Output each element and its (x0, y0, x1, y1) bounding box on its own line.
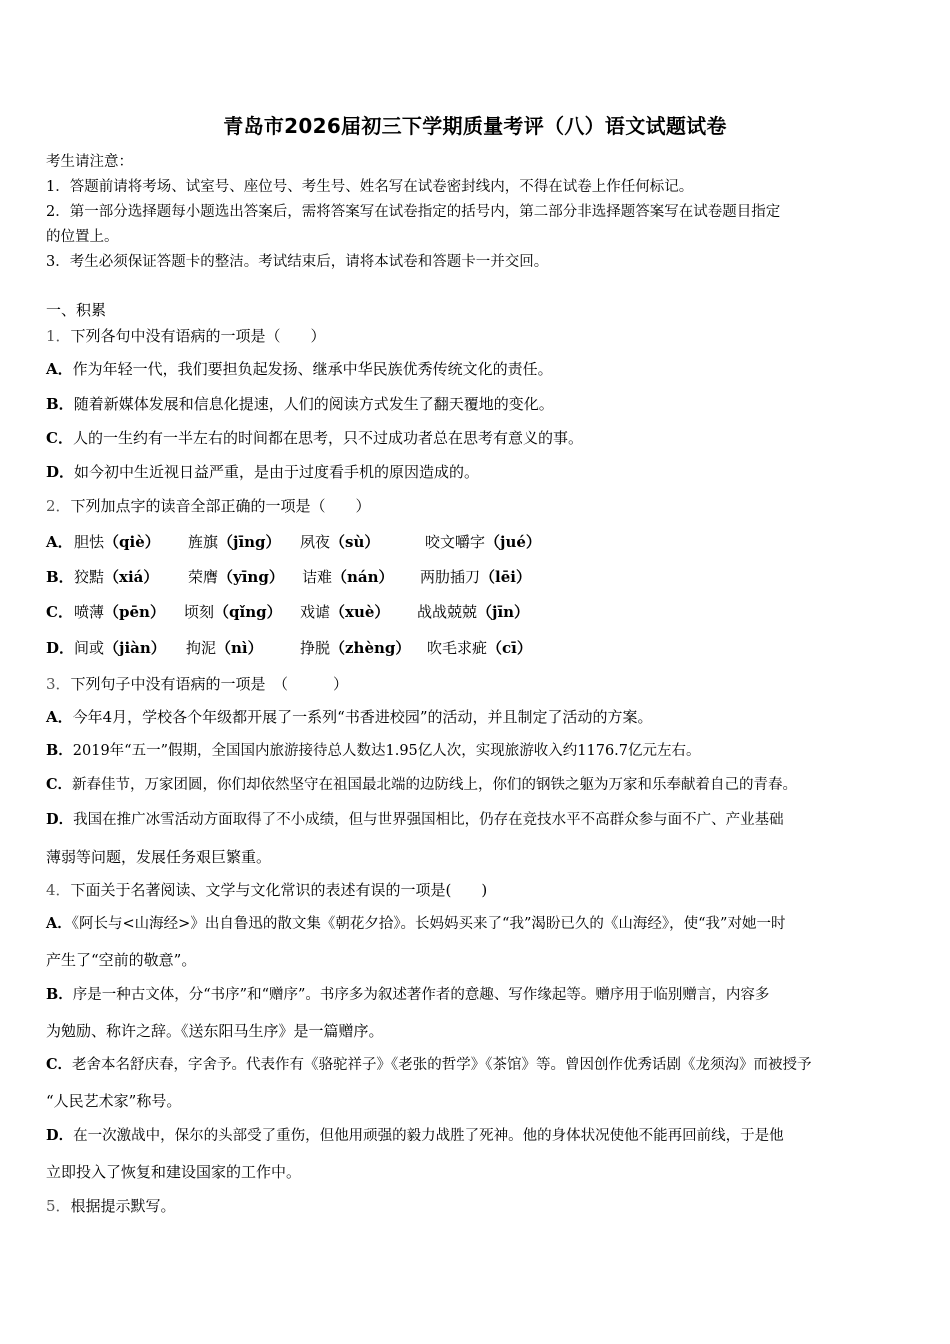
q2-item: 旌旗（jīng） (188, 533, 281, 551)
q2-item: 咬文嚼字（jué） (425, 533, 541, 551)
option-label: C． (46, 1056, 73, 1073)
option-text: 随着新媒体发展和信息化提速，人们的阅读方式发生了翻天覆地的变化。 (73, 395, 554, 413)
q2-item: 夙夜（sù） (300, 533, 380, 551)
option-text: 人的一生约有一半左右的时间都在思考，只不过成功者总在思考有意义的事。 (72, 429, 583, 447)
question-3-stem (46, 674, 348, 694)
option-text: 在一次激战中，保尔的头部受了重伤，但他用顽强的毅力战胜了死神。他的身体状况使他不能再回前线，于是他 (73, 1128, 784, 1144)
option-text: 序是一种古文体，分“书序”和“赠序”。书序多为叙述著作者的意趣、写作缘起等。赠序用于临别赠言，内容多 (72, 987, 770, 1003)
option-label: C． (46, 776, 73, 793)
notice-item: 的位置上。 (46, 229, 119, 245)
option-label: C． (46, 429, 73, 447)
option-label: A． (46, 915, 72, 932)
q2-option-label: D． (46, 639, 75, 657)
option-label: D． (46, 1127, 74, 1144)
question-text: 下面关于名著阅读、文学与文化常识的表述有误的一项是( ) (70, 881, 488, 899)
question-number: 2． (46, 497, 71, 515)
notice-item: 1．答题前请将考场、试室号、座位号、考生号、姓名写在试卷密封线内，不得在试卷上作任何标记。 (46, 179, 694, 195)
q1-option-d (46, 462, 479, 482)
question-5-stem (46, 1196, 176, 1216)
q3-option-b (46, 741, 701, 761)
q2-item: 顷刻（qǐng） (184, 603, 282, 621)
option-text: 2019年“五一”假期，全国国内旅游接待总人数达1.95亿人次，实现旅游收入约1176.7亿元左右。 (72, 743, 701, 759)
q4-option-b (46, 985, 769, 1005)
option-text: 今年4月，学校各个年级都开展了一系列“书香进校园”的活动，并且制定了活动的方案。 (72, 708, 653, 726)
question-number: 1． (46, 327, 71, 345)
option-label: D． (46, 463, 75, 481)
q4-option-a-continued: 产生了“空前的敬意”。 (46, 951, 197, 969)
page-title: 青岛市2026届初三下学期质量考评（八）语文试题试卷 (223, 114, 727, 138)
question-2-stem (46, 496, 371, 516)
option-label: B． (46, 742, 73, 759)
question-number: 3． (46, 675, 71, 693)
option-text: 《阿长与<山海经>》出自鲁迅的散文集《朝花夕拾》。长妈妈买来了“我”渴盼已久的《山海经》，使“我”对她一时 (71, 916, 786, 932)
option-text: 作为年轻一代，我们要担负起发扬、继承中华民族优秀传统文化的责任。 (72, 360, 553, 378)
q1-option-b (46, 394, 554, 414)
q2-option-label: A． (46, 533, 73, 551)
question-text: 根据提示默写。 (70, 1197, 176, 1215)
q2-item: 挣脱（zhèng） (300, 639, 411, 657)
q2-item: 战战兢兢（jīn） (417, 603, 530, 621)
q4-option-d (46, 1126, 784, 1146)
section-heading: 一、积累 (46, 301, 107, 319)
q1-option-a (46, 359, 553, 379)
q2-item: 戏谑（xuè） (300, 603, 390, 621)
option-label: D． (46, 811, 74, 828)
q2-item: 拘泥（nì） (186, 639, 263, 657)
q2-item: 狡黠（xiá） (74, 568, 159, 586)
question-text: 下列各句中没有语病的一项是（ ） (70, 327, 326, 345)
q3-option-d (46, 810, 784, 830)
q2-item: 间或（jiàn） (74, 639, 166, 657)
q1-option-c (46, 428, 583, 448)
option-label: B． (46, 395, 74, 413)
question-number: 4． (46, 881, 71, 899)
option-label: B． (46, 986, 73, 1003)
notice-item: 3．考生必须保证答题卡的整洁。考试结束后，请将本试卷和答题卡一并交回。 (46, 254, 549, 270)
option-label: A． (46, 708, 73, 726)
option-text: 老舍本名舒庆春，字舍予。代表作有《骆驼祥子》《老张的哲学》《茶馆》等。曾因创作优秀话剧《龙须沟》而被授予 (72, 1057, 812, 1073)
notice-item: 2．第一部分选择题每小题选出答案后，需将答案写在试卷指定的括号内，第二部分非选择题答案写在试卷题目指定 (46, 204, 781, 220)
notice-heading: 考生请注意： (46, 154, 133, 170)
q3-option-d-continued: 薄弱等问题，发展任务艰巨繁重。 (46, 848, 272, 866)
q3-option-a (46, 707, 653, 727)
q2-item: 喷薄（pēn） (74, 603, 165, 621)
option-text: 我国在推广冰雪活动方面取得了不小成绩，但与世界强国相比，仍存在竞技水平不高群众参与面不广、产业基础 (73, 812, 784, 828)
q2-item: 吹毛求疵（cī） (427, 639, 532, 657)
q4-option-c (46, 1055, 812, 1075)
question-text: 下列加点字的读音全部正确的一项是（ ） (70, 497, 371, 515)
q4-option-a (46, 914, 785, 934)
question-1-stem (46, 326, 326, 346)
q3-option-c (46, 775, 797, 795)
question-number: 5． (46, 1197, 71, 1215)
q4-option-d-continued: 立即投入了恢复和建设国家的工作中。 (46, 1163, 302, 1181)
q2-item: 荣膺（yīng） (188, 568, 284, 586)
q4-option-b-continued: 为勉励、称许之辞。《送东阳马生序》是一篇赠序。 (46, 1022, 384, 1040)
question-text: 下列句子中没有语病的一项是 （ ） (70, 675, 349, 693)
q2-option-label: C． (46, 603, 73, 621)
option-label: A． (46, 360, 73, 378)
q2-item: 胆怯（qiè） (74, 533, 160, 551)
q2-item: 诘难（nán） (302, 568, 394, 586)
q2-option-label: B． (46, 568, 74, 586)
q2-item: 两肋插刀（lēi） (420, 568, 531, 586)
question-4-stem (46, 880, 487, 900)
option-text: 新春佳节，万家团圆，你们却依然坚守在祖国最北端的边防线上，你们的钢铁之躯为万家和乐奉献着自己的青春。 (72, 777, 798, 793)
option-text: 如今初中生近视日益严重，是由于过度看手机的原因造成的。 (74, 463, 480, 481)
q4-option-c-continued: “人民艺术家”称号。 (46, 1092, 182, 1110)
